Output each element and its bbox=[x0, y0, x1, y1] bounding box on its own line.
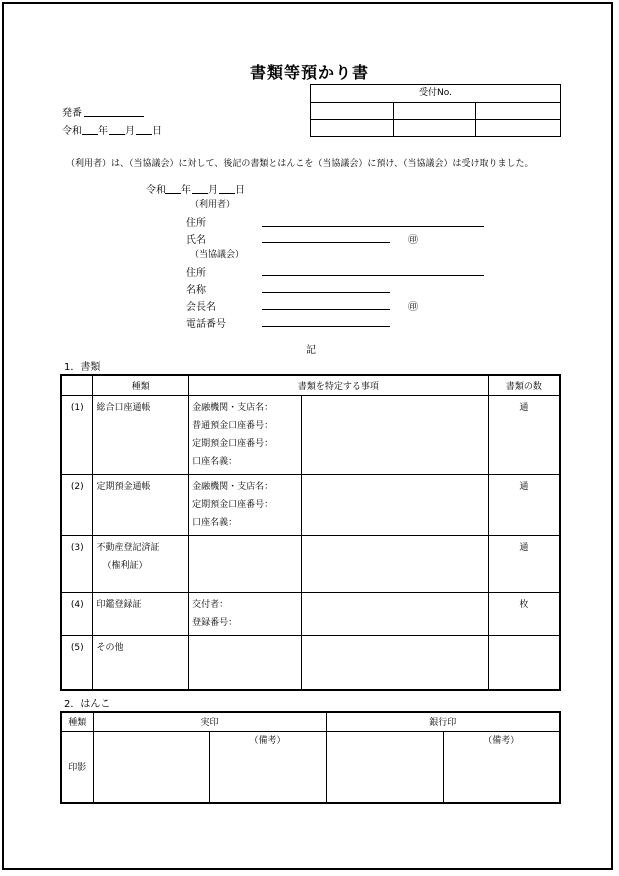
sign-date-month-line[interactable] bbox=[192, 193, 208, 194]
receipt-cell-2[interactable] bbox=[393, 103, 476, 120]
council-address-label: 住所 bbox=[186, 268, 206, 279]
jitsuin-notes-cell[interactable] bbox=[209, 731, 326, 803]
row-detail-label: 普通預金口座番号： bbox=[192, 420, 274, 431]
jitsuin-impression-cell[interactable] bbox=[93, 731, 209, 803]
user-seal-mark: ㊞ bbox=[408, 235, 418, 246]
receipt-cell-6[interactable] bbox=[476, 120, 561, 137]
receipt-cell-4[interactable] bbox=[311, 120, 394, 137]
council-address-line[interactable] bbox=[262, 275, 484, 276]
user-name-line[interactable] bbox=[262, 242, 390, 243]
row-detail-entry[interactable] bbox=[301, 592, 488, 635]
row-count-unit: 通 bbox=[519, 542, 529, 553]
receipt-cell-1[interactable] bbox=[311, 103, 394, 120]
receipt-cell-3[interactable] bbox=[476, 103, 561, 120]
ginko-impression-cell[interactable] bbox=[326, 731, 443, 803]
table-row bbox=[61, 474, 560, 535]
table-row bbox=[61, 395, 560, 474]
row-type: 印鑑登録証 bbox=[96, 599, 142, 610]
row-detail-label: 金融機関・支店名： bbox=[192, 481, 274, 492]
receipt-cell-5[interactable] bbox=[393, 120, 476, 137]
row-detail-label-cell[interactable] bbox=[189, 535, 302, 592]
user-heading: （利用者） bbox=[190, 200, 236, 210]
row-count-unit: 通 bbox=[519, 402, 529, 413]
doc-header-details: 書類を特定する事項 bbox=[189, 375, 489, 395]
row-count-cell[interactable] bbox=[488, 635, 560, 690]
row-detail-entry[interactable] bbox=[301, 474, 488, 535]
page-title: 書類等預かり書 bbox=[249, 63, 369, 82]
jitsuin-notes-label: （備考） bbox=[249, 735, 286, 746]
receipt-table bbox=[310, 84, 561, 137]
sign-date-month: 月 bbox=[208, 185, 218, 196]
hanko-header-ginko: 銀行印 bbox=[326, 712, 560, 731]
row-type: その他 bbox=[96, 642, 124, 653]
table-row bbox=[61, 635, 560, 690]
row-detail-label: 金融機関・支店名： bbox=[192, 402, 274, 413]
issue-date-day: 日 bbox=[152, 126, 162, 137]
row-type-note: （権利証） bbox=[102, 560, 148, 571]
doc-header-no bbox=[61, 375, 93, 395]
table-row bbox=[61, 592, 560, 635]
row-detail-label: 登録番号： bbox=[192, 617, 238, 628]
user-name-label: 氏名 bbox=[186, 235, 206, 246]
receipt-label: 受付No. bbox=[311, 85, 561, 103]
row-number: (5) bbox=[70, 642, 84, 653]
row-detail-label: 定期預金口座番号： bbox=[192, 499, 274, 510]
row-number: (4) bbox=[70, 599, 84, 610]
council-seal-mark: ㊞ bbox=[408, 302, 418, 313]
table-row bbox=[61, 535, 560, 592]
documents-table bbox=[60, 374, 561, 691]
intro-text: （利用者）は、（当協議会）に対して、後記の書類とはんこを（当協議会）に預け、（当協議会）は受け取りました。 bbox=[66, 159, 534, 169]
user-address-label: 住所 bbox=[186, 218, 206, 229]
issue-number-line[interactable] bbox=[84, 116, 144, 117]
hanko-header-kind: 種類 bbox=[61, 712, 93, 731]
hanko-table bbox=[60, 711, 561, 804]
sign-date-year-line[interactable] bbox=[165, 193, 181, 194]
user-address-line[interactable] bbox=[262, 226, 484, 227]
issue-number-label: 発番 bbox=[62, 108, 82, 119]
ki-mark: 記 bbox=[306, 345, 316, 356]
hanko-header-jitsuin: 実印 bbox=[93, 712, 326, 731]
sign-date-day-line[interactable] bbox=[219, 193, 235, 194]
issue-date-year-line[interactable] bbox=[82, 134, 98, 135]
section-documents-heading: 1．書類 bbox=[64, 362, 101, 373]
row-detail-label: 定期預金口座番号： bbox=[192, 438, 274, 449]
row-type: 総合口座通帳 bbox=[96, 402, 151, 413]
row-number: (1) bbox=[70, 402, 84, 413]
council-phone-line[interactable] bbox=[262, 326, 390, 327]
doc-header-count: 書類の数 bbox=[488, 375, 560, 395]
hanko-row-label: 印影 bbox=[61, 731, 93, 803]
row-detail-entry[interactable] bbox=[301, 535, 488, 592]
sign-date-era: 令和 bbox=[146, 185, 166, 196]
row-detail-label: 口座名義： bbox=[192, 456, 238, 467]
row-type: 定期預金通帳 bbox=[96, 481, 151, 492]
section-hanko-heading: 2．はんこ bbox=[64, 699, 111, 710]
sign-date-year: 年 bbox=[181, 185, 191, 196]
issue-date-year: 年 bbox=[98, 126, 108, 137]
doc-header-type: 種類 bbox=[93, 375, 189, 395]
issue-date-era: 令和 bbox=[62, 126, 82, 137]
council-name-label: 名称 bbox=[186, 285, 206, 296]
ginko-notes-label: （備考） bbox=[483, 735, 520, 746]
row-number: (2) bbox=[70, 481, 84, 492]
row-count-unit: 通 bbox=[519, 481, 529, 492]
row-detail-entry[interactable] bbox=[301, 635, 488, 690]
council-chair-line[interactable] bbox=[262, 309, 390, 310]
council-heading: （当協議会） bbox=[190, 250, 245, 260]
row-number: (3) bbox=[70, 542, 84, 553]
row-detail-label: 口座名義： bbox=[192, 517, 238, 528]
row-detail-label-cell[interactable] bbox=[189, 635, 302, 690]
row-count-unit: 枚 bbox=[519, 599, 529, 610]
row-type: 不動産登記済証 bbox=[96, 542, 160, 553]
issue-date-month-line[interactable] bbox=[109, 134, 125, 135]
council-chair-label: 会長名 bbox=[186, 302, 216, 313]
sign-date-day: 日 bbox=[235, 185, 245, 196]
council-phone-label: 電話番号 bbox=[186, 319, 226, 330]
row-detail-entry[interactable] bbox=[301, 395, 488, 474]
issue-date-month: 月 bbox=[125, 126, 135, 137]
ginko-notes-cell[interactable] bbox=[443, 731, 560, 803]
council-name-line[interactable] bbox=[262, 292, 390, 293]
row-detail-label: 交付者： bbox=[192, 599, 229, 610]
issue-date-day-line[interactable] bbox=[136, 134, 152, 135]
